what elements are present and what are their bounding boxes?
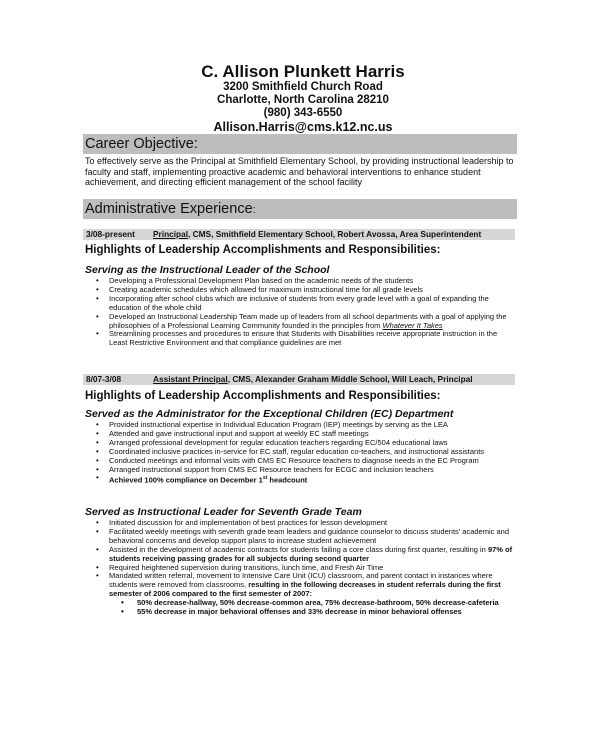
career-objective-heading [83, 134, 517, 154]
bullet-list [96, 519, 516, 617]
list-item: • Attended and gave instructional input and support at weekly EC staff meetings [96, 430, 516, 439]
list-item: • Facilitated weekly meetings with seventh grade team leaders and guidance counselor to discuss students' academic and behavioral concerns and develop support plans to increase student achievement [96, 528, 516, 546]
email-address: Allison.Harris@cms.k12.nc.us [213, 120, 393, 134]
list-item [96, 546, 516, 564]
subsection-heading: Serving as the Instructional Leader of the School [85, 264, 330, 276]
list-item: • Required heightened supervision during transitions, lunch time, and Fresh Air Time [96, 564, 516, 573]
list-item [96, 313, 516, 331]
list-item-text: Achieved 100% compliance on December 1 [109, 475, 263, 485]
list-item: • Incorporating after school clubs which are inclusive of students from every grade level with a goal of expanding the education of the whole child [96, 295, 516, 313]
resume-header [0, 62, 600, 134]
list-item: • Developing a Professional Development Plan based on the academic needs of the students [96, 277, 516, 286]
list-item: • Coordinated inclusive practices in-service for EC staff, regular education co-teachers, and instructional assistants [96, 448, 516, 457]
administrative-experience-heading-text: Administrative Experience [85, 201, 253, 217]
job-entry-principal [83, 229, 515, 240]
subsection-heading: Served as Instructional Leader for Seventh Grade Team [85, 506, 362, 518]
job-entry-assistant-principal [83, 374, 515, 385]
list-item: • 55% decrease in major behavioral offenses and 33% decrease in minor behavioral offenses [121, 608, 521, 617]
job-details: , CMS, Smithfield Elementary School, Robert Avossa, Area Superintendent [188, 229, 482, 239]
career-objective-text: To effectively serve as the Principal at Smithfield Elementary School, by providing instructional leadership to faculty and staff, implementing proactive academic and behavioral interventions to enhance student achievement, and directing efficient management of the school facility [85, 156, 514, 187]
administrative-experience-heading [83, 199, 517, 219]
list-item-text: 97% of students receiving passing grades for all subjects during second quarter [109, 544, 513, 563]
subsection-heading: Served as the Administrator for the Exceptional Children (EC) Department [85, 408, 454, 420]
list-item: • Initiated discussion for and implementation of best practices for lesson development [96, 519, 516, 528]
list-item-text: Mandated written referral, movement to Intensive Care Unit (ICU) classroom, and parent contact in instances where students were removed from classrooms, [109, 571, 493, 590]
job-title [153, 374, 473, 385]
street-address: 3200 Smithfield Church Road [223, 81, 383, 93]
list-item: • Conducted meetings and informal visits with CMS EC Resource teachers to diagnose needs in the EC Program [96, 457, 516, 466]
job-role: Assistant Principal [153, 374, 228, 384]
job-role: Principal [153, 229, 189, 239]
career-objective-heading-text: Career Objective: [85, 136, 198, 152]
job-date: 8/07-3/08 [86, 374, 122, 384]
list-item: • 50% decrease-hallway, 50% decrease-common area, 75% decrease-bathroom, 50% decrease-cafeteria [121, 599, 521, 608]
bullet-list [96, 277, 516, 348]
highlights-heading: Highlights of Leadership Accomplishments and Responsibilities: [85, 390, 441, 402]
sub-bullet-list [121, 599, 521, 617]
ordinal-suffix: st [262, 475, 268, 482]
list-item-text: resulting in the following decreases in student referrals during the first semester of 2006 compared to the first semester of 2007: [109, 580, 501, 599]
list-item-text: Assisted in the development of academic contracts for students failing a core class during first quarter, resulting in [109, 544, 488, 554]
list-item [96, 474, 516, 485]
heading-colon: : [252, 204, 256, 216]
highlights-heading: Highlights of Leadership Accomplishments and Responsibilities: [85, 244, 441, 256]
list-item-text: Developed an Instructional Leadership Team made up of leaders from all school departments with a goal of applying the philosophies of a Professional Learning Community founded in the principles from [109, 311, 507, 330]
list-item: • Provided instructional expertise in Individual Education Program (IEP) meetings by serving as the LEA [96, 421, 516, 430]
book-title: Whatever It Takes [382, 320, 443, 330]
job-date: 3/08-present [86, 229, 135, 239]
candidate-name: C. Allison Plunkett Harris [201, 62, 405, 81]
phone-number: (980) 343-6550 [263, 107, 343, 119]
list-item-text: headcount [267, 475, 308, 485]
list-item: • Streamlining processes and procedures to ensure that Students with Disabilities receive appropriate instruction in the Least Restrictive Environment and that compliance guidelines are met [96, 330, 516, 348]
city-address: Charlotte, North Carolina 28210 [217, 94, 389, 106]
job-title [153, 229, 481, 240]
list-item: • Creating academic schedules which allowed for maximum instructional time for all grade levels [96, 286, 516, 295]
list-item [96, 572, 516, 617]
list-item: • Arranged professional development for regular education teachers regarding EC/504 educational laws [96, 439, 516, 448]
list-item: • Arranged instructional support from CMS EC Resource teachers for ECGC and inclusion teachers [96, 466, 516, 475]
bullet-list [96, 421, 516, 486]
job-details: , CMS, Alexander Graham Middle School, Will Leach, Principal [227, 374, 473, 384]
